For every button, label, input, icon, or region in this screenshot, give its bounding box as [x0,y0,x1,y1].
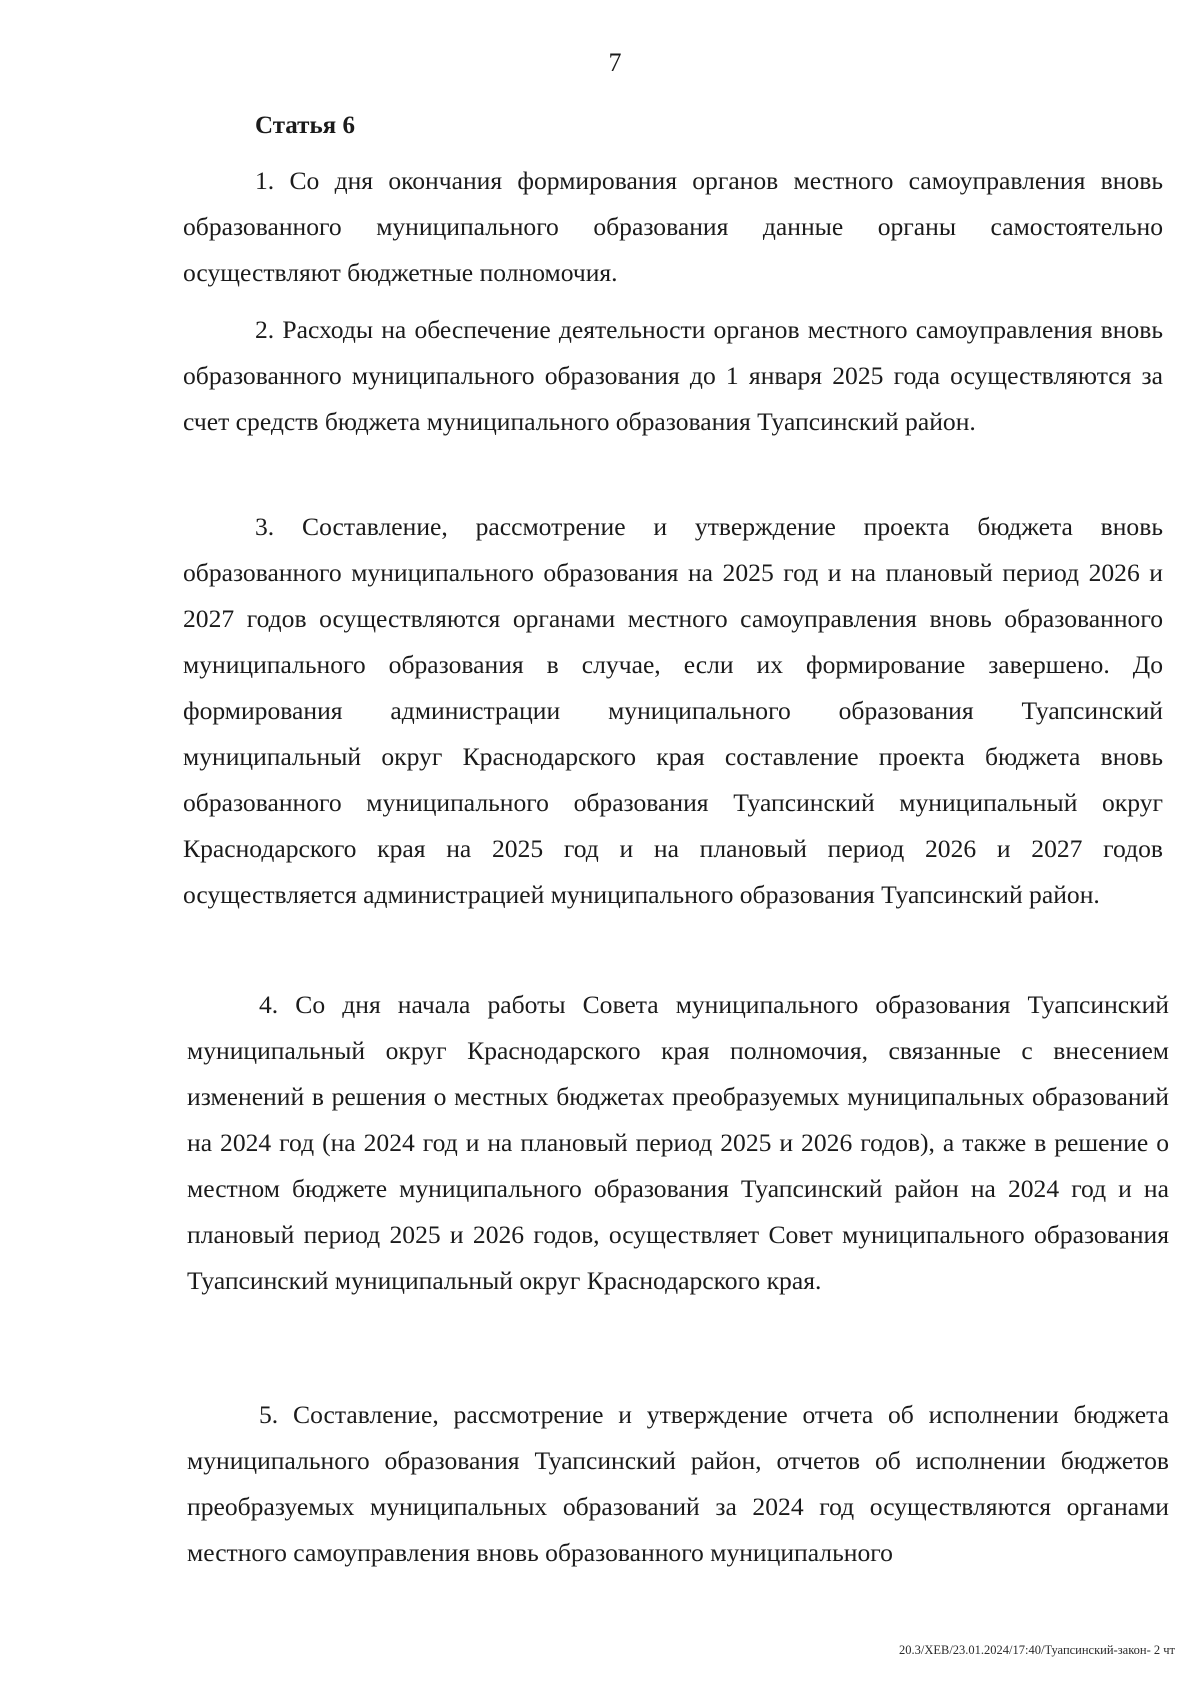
article-title: Статья 6 [255,112,355,139]
paragraph-1: 1. Со дня окончания формирования органов местного самоуправления вновь образованного муниципального образования данные органы самостоятельно осуществляют бюджетные полномочия. [183,166,1163,287]
paragraph-2: 2. Расходы на обеспечение деятельности органов местного самоуправления вновь образованного муниципального образования до 1 января 2025 года осуществляются за счет средств бюджета муниципального образования Туапсинский район. [183,315,1163,436]
paragraph-3: 3. Составление, рассмотрение и утверждение проекта бюджета вновь образованного муниципального образования на 2025 год и на плановый период 2026 и 2027 годов осуществляются органами местного самоуправления вновь образованного муниципального образования в случае, если их формирование завершено. До формирования администрации муниципального образования Туапсинский муниципальный округ Краснодарского края составление проекта бюджета вновь образованного муниципального образования Туапсинский муниципальный округ Краснодарского края на 2025 год и на плановый период 2026 и 2027 годов осуществляется администрацией муниципального образования Туапсинский район. [183,512,1163,909]
paragraph-5: 5. Составление, рассмотрение и утверждение отчета об исполнении бюджета муниципального образования Туапсинский район, отчетов об исполнении бюджетов преобразуемых муниципальных образований за 2024 год осуществляются органами местного самоуправления вновь образованного муниципального [187,1400,1169,1567]
paragraph-4: 4. Со дня начала работы Совета муниципального образования Туапсинский муниципальный округ Краснодарского края полномочия, связанные с внесением изменений в решения о местных бюджетах преобразуемых муниципальных образований на 2024 год (на 2024 год и на плановый период 2025 и 2026 годов), а также в решение о местном бюджете муниципального образования Туапсинский район на 2024 год и на плановый период 2025 и 2026 годов, осуществляет Совет муниципального образования Туапсинский муниципальный округ Краснодарского края. [187,990,1169,1295]
footer-document-code: 20.3/ХЕВ/23.01.2024/17:40/Туапсинский-закон- 2 чт [898,1643,1175,1657]
page-number: 7 [608,48,622,77]
